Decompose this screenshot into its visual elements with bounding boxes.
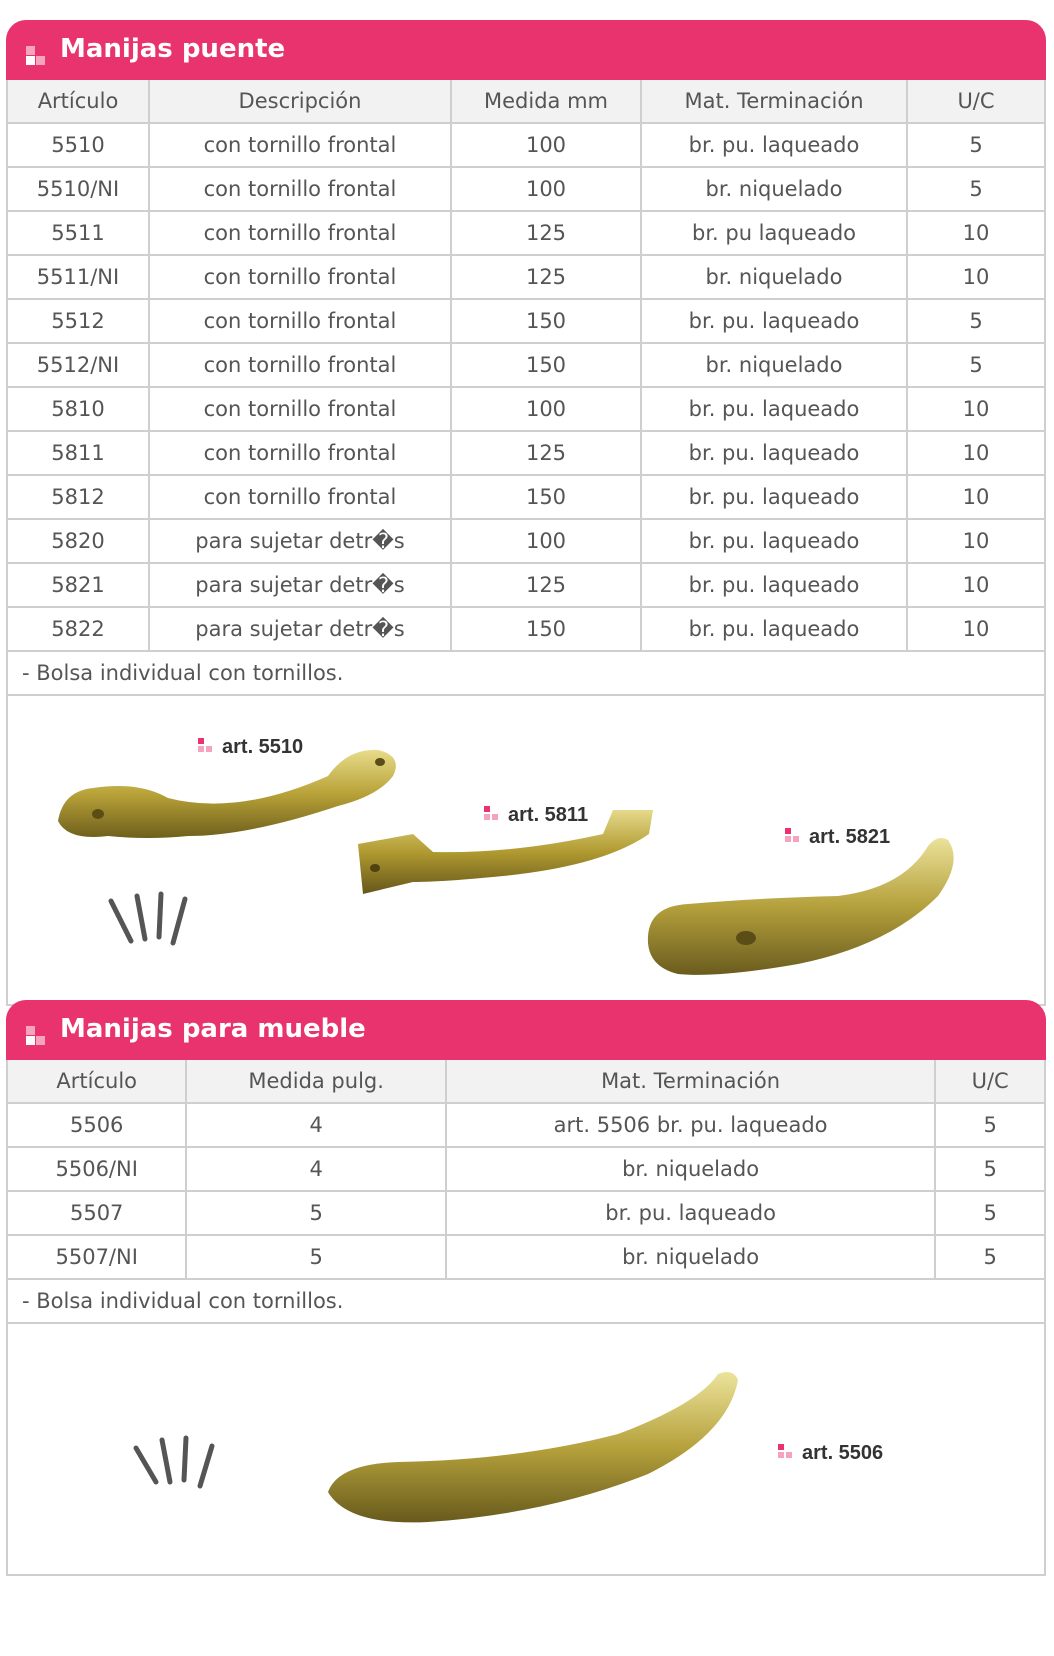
table-cell: 10 bbox=[908, 212, 1046, 256]
section-manijas-para-mueble bbox=[6, 1000, 1046, 1576]
table-cell: 5 bbox=[908, 124, 1046, 168]
table-cell: br. pu. laqueado bbox=[642, 564, 908, 608]
table-cell: 100 bbox=[452, 520, 642, 564]
table-row bbox=[6, 1104, 1046, 1148]
table-cell: br. pu laqueado bbox=[642, 212, 908, 256]
note-text: - Bolsa individual con tornillos. bbox=[6, 652, 1046, 696]
table-cell: 10 bbox=[908, 564, 1046, 608]
table-cell: 5 bbox=[936, 1104, 1046, 1148]
bullet-squares-icon bbox=[198, 738, 216, 758]
table-cell: br. niquelado bbox=[642, 256, 908, 300]
table-row bbox=[6, 564, 1046, 608]
section-manijas-puente bbox=[6, 20, 1046, 1006]
section-header bbox=[6, 20, 1046, 80]
note-row bbox=[6, 652, 1046, 696]
section-header bbox=[6, 1000, 1046, 1060]
table-cell: 5511/NI bbox=[6, 256, 150, 300]
column-header: Mat. Terminación bbox=[447, 1060, 936, 1104]
table-cell: br. niquelado bbox=[642, 344, 908, 388]
table-cell: 125 bbox=[452, 212, 642, 256]
table-cell: 5812 bbox=[6, 476, 150, 520]
section-title: Manijas para mueble bbox=[60, 1014, 366, 1044]
table-cell: 5506 bbox=[6, 1104, 187, 1148]
table-cell: con tornillo frontal bbox=[150, 124, 452, 168]
handle-5821-image bbox=[638, 826, 968, 986]
table-cell: br. pu. laqueado bbox=[642, 608, 908, 652]
table-cell: 5510/NI bbox=[6, 168, 150, 212]
product-table bbox=[6, 80, 1046, 696]
table-row bbox=[6, 168, 1046, 212]
product-image-panel bbox=[6, 696, 1046, 1006]
table-row bbox=[6, 432, 1046, 476]
table-cell: br. pu. laqueado bbox=[642, 432, 908, 476]
table-cell: 125 bbox=[452, 432, 642, 476]
column-header: Mat. Terminación bbox=[642, 80, 908, 124]
column-header: U/C bbox=[936, 1060, 1046, 1104]
table-cell: 4 bbox=[187, 1148, 446, 1192]
table-row bbox=[6, 1236, 1046, 1280]
table-cell: 5 bbox=[936, 1236, 1046, 1280]
table-cell: 5507/NI bbox=[6, 1236, 187, 1280]
note-row bbox=[6, 1280, 1046, 1324]
note-text: - Bolsa individual con tornillos. bbox=[6, 1280, 1046, 1324]
table-cell: 5512 bbox=[6, 300, 150, 344]
table-cell: con tornillo frontal bbox=[150, 344, 452, 388]
bullet-squares-icon bbox=[785, 828, 803, 848]
table-row bbox=[6, 388, 1046, 432]
table-cell: br. pu. laqueado bbox=[642, 300, 908, 344]
table-header-row bbox=[6, 80, 1046, 124]
table-cell: con tornillo frontal bbox=[150, 300, 452, 344]
column-header: Medida pulg. bbox=[187, 1060, 446, 1104]
table-cell: br. pu. laqueado bbox=[642, 520, 908, 564]
image-label: art. 5811 bbox=[484, 804, 588, 827]
table-cell: 5506/NI bbox=[6, 1148, 187, 1192]
table-cell: 5821 bbox=[6, 564, 150, 608]
bullet-squares-icon bbox=[26, 46, 48, 68]
table-row bbox=[6, 300, 1046, 344]
table-row bbox=[6, 124, 1046, 168]
table-cell: 10 bbox=[908, 608, 1046, 652]
table-cell: 5811 bbox=[6, 432, 150, 476]
table-cell: 10 bbox=[908, 388, 1046, 432]
table-cell: 150 bbox=[452, 476, 642, 520]
table-cell: 150 bbox=[452, 608, 642, 652]
screws-icon bbox=[128, 1434, 238, 1494]
table-cell: 100 bbox=[452, 388, 642, 432]
table-cell: br. pu. laqueado bbox=[642, 124, 908, 168]
image-label: art. 5506 bbox=[778, 1442, 883, 1465]
bullet-squares-icon bbox=[484, 806, 502, 826]
handle-5506-image bbox=[318, 1364, 758, 1534]
table-row bbox=[6, 256, 1046, 300]
table-cell: 10 bbox=[908, 520, 1046, 564]
table-cell: br. pu. laqueado bbox=[447, 1192, 936, 1236]
product-table bbox=[6, 1060, 1046, 1324]
column-header: Artículo bbox=[6, 1060, 187, 1104]
column-header: Descripción bbox=[150, 80, 452, 124]
table-cell: 5 bbox=[187, 1236, 446, 1280]
table-cell: para sujetar detr�s bbox=[150, 608, 452, 652]
table-cell: 5510 bbox=[6, 124, 150, 168]
section-title: Manijas puente bbox=[60, 34, 286, 64]
table-cell: para sujetar detr�s bbox=[150, 564, 452, 608]
product-image-panel bbox=[6, 1324, 1046, 1576]
table-cell: 5511 bbox=[6, 212, 150, 256]
table-cell: 5507 bbox=[6, 1192, 187, 1236]
table-cell: 10 bbox=[908, 432, 1046, 476]
column-header: U/C bbox=[908, 80, 1046, 124]
table-cell: 5820 bbox=[6, 520, 150, 564]
table-cell: 5 bbox=[936, 1148, 1046, 1192]
table-cell: 100 bbox=[452, 168, 642, 212]
table-cell: br. niquelado bbox=[447, 1236, 936, 1280]
table-cell: 4 bbox=[187, 1104, 446, 1148]
table-row bbox=[6, 608, 1046, 652]
table-header-row bbox=[6, 1060, 1046, 1104]
table-cell: art. 5506 br. pu. laqueado bbox=[447, 1104, 936, 1148]
table-cell: 150 bbox=[452, 300, 642, 344]
table-cell: br. pu. laqueado bbox=[642, 388, 908, 432]
column-header: Artículo bbox=[6, 80, 150, 124]
image-label: art. 5510 bbox=[198, 736, 303, 759]
table-cell: br. niquelado bbox=[642, 168, 908, 212]
table-cell: 125 bbox=[452, 564, 642, 608]
table-cell: br. pu. laqueado bbox=[642, 476, 908, 520]
bullet-squares-icon bbox=[778, 1444, 796, 1464]
table-cell: con tornillo frontal bbox=[150, 212, 452, 256]
table-cell: 5512/NI bbox=[6, 344, 150, 388]
table-cell: para sujetar detr�s bbox=[150, 520, 452, 564]
table-cell: 100 bbox=[452, 124, 642, 168]
table-cell: con tornillo frontal bbox=[150, 432, 452, 476]
image-label: art. 5821 bbox=[785, 826, 890, 849]
table-cell: br. niquelado bbox=[447, 1148, 936, 1192]
bullet-squares-icon bbox=[26, 1026, 48, 1048]
table-cell: 125 bbox=[452, 256, 642, 300]
table-cell: 5822 bbox=[6, 608, 150, 652]
table-cell: con tornillo frontal bbox=[150, 168, 452, 212]
table-cell: 150 bbox=[452, 344, 642, 388]
column-header: Medida mm bbox=[452, 80, 642, 124]
table-cell: 5 bbox=[187, 1192, 446, 1236]
table-cell: 10 bbox=[908, 476, 1046, 520]
table-cell: con tornillo frontal bbox=[150, 388, 452, 432]
table-cell: 5 bbox=[908, 344, 1046, 388]
table-cell: 5810 bbox=[6, 388, 150, 432]
table-row bbox=[6, 212, 1046, 256]
table-row bbox=[6, 344, 1046, 388]
table-row bbox=[6, 520, 1046, 564]
table-cell: con tornillo frontal bbox=[150, 476, 452, 520]
table-cell: 5 bbox=[908, 300, 1046, 344]
table-row bbox=[6, 1148, 1046, 1192]
table-cell: 10 bbox=[908, 256, 1046, 300]
table-cell: 5 bbox=[936, 1192, 1046, 1236]
screws-icon bbox=[103, 891, 213, 951]
table-cell: 5 bbox=[908, 168, 1046, 212]
table-row bbox=[6, 476, 1046, 520]
table-cell: con tornillo frontal bbox=[150, 256, 452, 300]
table-row bbox=[6, 1192, 1046, 1236]
